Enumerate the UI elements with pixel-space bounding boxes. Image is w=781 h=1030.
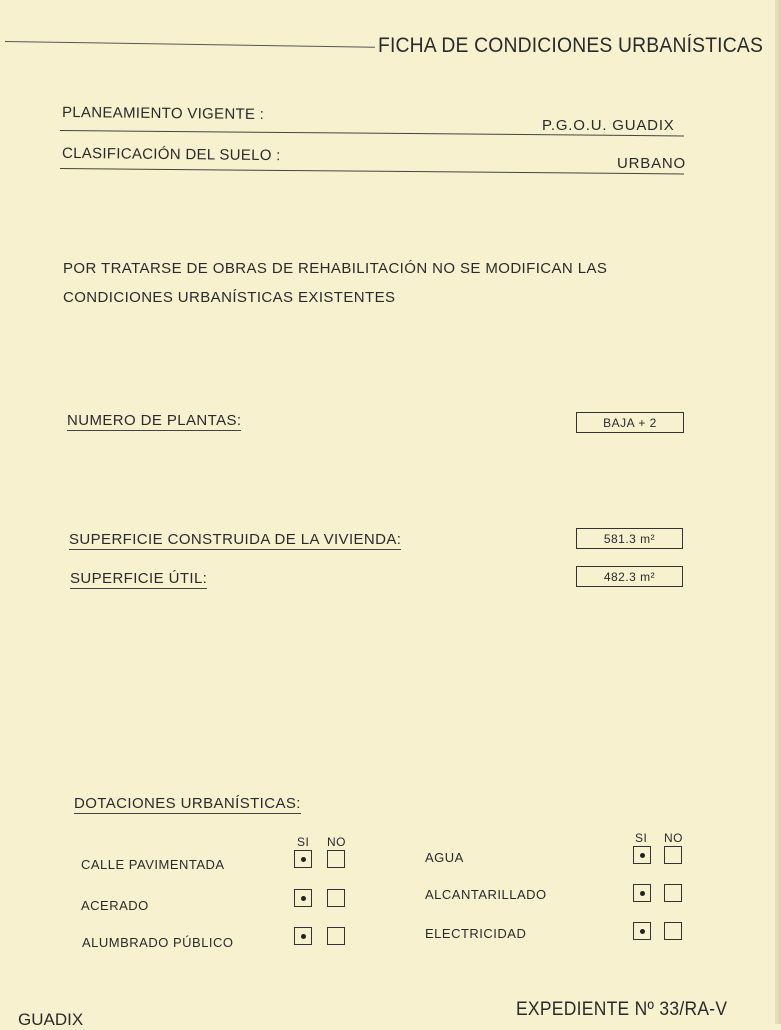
acerado-si-checkbox[interactable]: [294, 889, 312, 907]
calle-pavimentada-no-checkbox[interactable]: [327, 850, 345, 868]
planeamiento-label: PLANEAMIENTO VIGENTE :: [61, 103, 265, 124]
agua-no-checkbox[interactable]: [664, 846, 682, 864]
checked-dot-icon: [301, 896, 306, 901]
planeamiento-value: P.G.O.U. GUADIX: [542, 117, 675, 134]
checked-dot-icon: [301, 857, 306, 862]
footer-location: GUADIX: [18, 1010, 84, 1029]
electricidad-label: ELECTRICIDAD: [425, 926, 527, 941]
superficie-util-label: SUPERFICIE ÚTIL:: [70, 570, 208, 587]
form-title: FICHA DE CONDICIONES URBANÍSTICAS: [378, 34, 764, 57]
page-edge: [775, 0, 781, 1024]
left-col-no: NO: [327, 835, 346, 849]
agua-si-checkbox[interactable]: [633, 846, 651, 864]
checked-dot-icon: [640, 891, 645, 896]
calle-pavimentada-si-checkbox[interactable]: [294, 850, 312, 868]
alumbrado-publico-no-checkbox[interactable]: [327, 927, 345, 945]
electricidad-si-checkbox[interactable]: [633, 922, 651, 940]
note-line-2: CONDICIONES URBANÍSTICAS EXISTENTES: [63, 289, 396, 306]
clasificacion-rule: [60, 168, 684, 174]
electricidad-no-checkbox[interactable]: [664, 922, 682, 940]
checked-dot-icon: [640, 929, 645, 934]
checked-dot-icon: [301, 934, 306, 939]
left-col-si: SI: [297, 835, 310, 849]
alcantarillado-label: ALCANTARILLADO: [425, 887, 547, 902]
acerado-no-checkbox[interactable]: [327, 889, 345, 907]
plantas-label: NUMERO DE PLANTAS:: [67, 412, 242, 429]
dotaciones-title: DOTACIONES URBANÍSTICAS:: [74, 795, 301, 812]
superficie-construida-label: SUPERFICIE CONSTRUIDA DE LA VIVIENDA:: [69, 531, 402, 548]
clasificacion-label: CLASIFICACIÓN DEL SUELO :: [61, 144, 281, 165]
agua-label: AGUA: [425, 850, 464, 865]
right-col-si: SI: [635, 831, 648, 845]
superficie-construida-value-box: 581.3 m²: [576, 528, 683, 549]
acerado-label: ACERADO: [81, 898, 149, 913]
alcantarillado-no-checkbox[interactable]: [664, 884, 682, 902]
alumbrado-publico-label: ALUMBRADO PÚBLICO: [82, 935, 234, 950]
alcantarillado-si-checkbox[interactable]: [633, 884, 651, 902]
right-col-no: NO: [664, 831, 683, 845]
alumbrado-publico-si-checkbox[interactable]: [294, 927, 312, 945]
plantas-value-box: BAJA + 2: [576, 412, 684, 433]
header-rule: [5, 41, 375, 48]
note-line-1: POR TRATARSE DE OBRAS DE REHABILITACIÓN NO SE MODIFICAN LAS: [63, 260, 608, 277]
clasificacion-value: URBANO: [617, 155, 686, 172]
superficie-util-value-box: 482.3 m²: [576, 566, 683, 587]
footer-expediente: EXPEDIENTE Nº 33/RA-V: [516, 999, 728, 1020]
checked-dot-icon: [640, 853, 645, 858]
calle-pavimentada-label: CALLE PAVIMENTADA: [81, 857, 225, 872]
